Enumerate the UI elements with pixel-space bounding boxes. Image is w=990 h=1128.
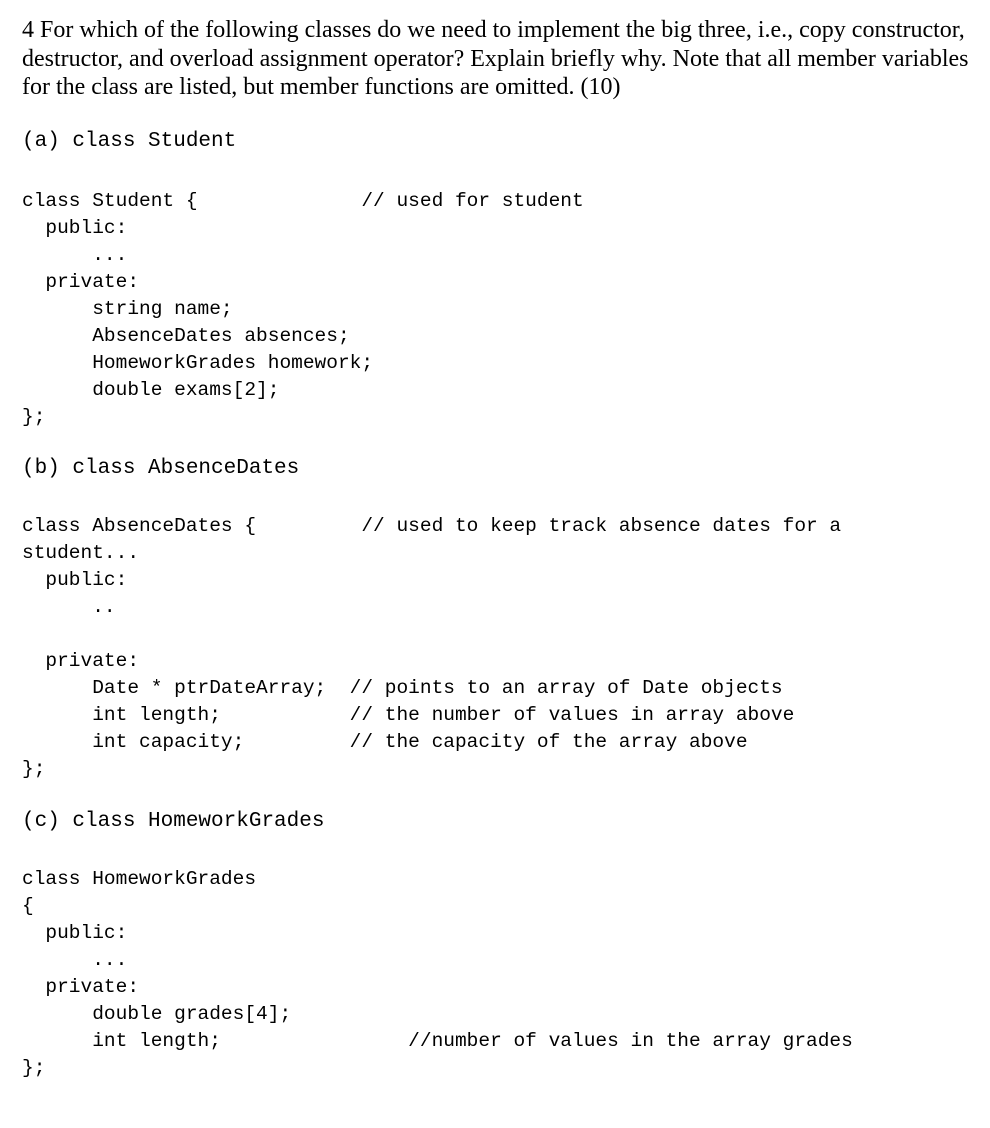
code-line: }; <box>22 758 46 780</box>
code-line: double grades[4]; <box>22 1003 292 1025</box>
code-line: public: <box>22 569 128 591</box>
part-c-code <box>22 866 853 1082</box>
code-line: .. <box>22 596 116 618</box>
code-line: int capacity; // the capacity of the array above <box>22 731 748 753</box>
code-line: ... <box>22 949 128 971</box>
code-line: }; <box>22 406 46 428</box>
code-line: private: <box>22 976 140 998</box>
code-line: int length; //number of values in the array grades <box>22 1030 853 1052</box>
code-line: ... <box>22 244 128 266</box>
code-line: public: <box>22 922 128 944</box>
code-line <box>22 621 841 648</box>
code-line: student... <box>22 542 140 564</box>
code-line: double exams[2]; <box>22 379 280 401</box>
part-a-code <box>22 188 584 431</box>
code-line: AbsenceDates absences; <box>22 325 350 347</box>
code-line: }; <box>22 1057 46 1079</box>
code-line: { <box>22 895 34 917</box>
code-line: public: <box>22 217 128 239</box>
code-line: class HomeworkGrades <box>22 868 257 890</box>
question-text: 4 For which of the following classes do we need to implement the big three, i.e., copy constructor, destructor, and overload assignment operator? Explain briefly why. Note that all member variables for the class are listed, but member functions are omitted. (10) <box>22 17 969 100</box>
part-a-label: (a) class Student <box>22 130 237 153</box>
code-line: private: <box>22 271 140 293</box>
part-b-label: (b) class AbsenceDates <box>22 457 300 480</box>
code-line: string name; <box>22 298 233 320</box>
code-line: class AbsenceDates { // used to keep track absence dates for a <box>22 515 842 537</box>
code-line: int length; // the number of values in array above <box>22 704 795 726</box>
code-line: class Student { // used for student <box>22 190 584 212</box>
code-line: private: <box>22 650 140 672</box>
code-line: Date * ptrDateArray; // points to an array of Date objects <box>22 677 783 699</box>
code-line: HomeworkGrades homework; <box>22 352 374 374</box>
part-b-code <box>22 513 841 783</box>
part-c-label: (c) class HomeworkGrades <box>22 810 325 833</box>
